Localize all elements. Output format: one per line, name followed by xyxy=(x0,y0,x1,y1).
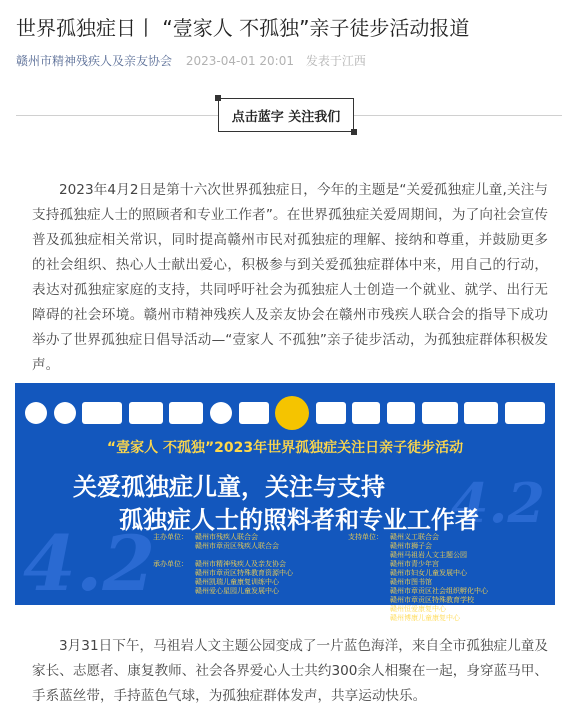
date-number-left: 4.2 xyxy=(23,519,156,608)
host-item: 赣州市残疾人联合会 xyxy=(195,533,258,541)
support-item: 赣州市图书馆 xyxy=(390,578,432,586)
support-item: 赣州市章贡区特殊教育学校 xyxy=(390,596,474,604)
organizer-label: 承办单位： xyxy=(153,560,188,568)
follow-banner xyxy=(0,96,578,136)
follow-us-button[interactable]: 点击蓝字 关注我们 xyxy=(218,98,354,132)
banner-subtitle: “壹家人 不孤独”2023年世界孤独症关注日亲子徒步活动 xyxy=(106,440,464,456)
publish-time: 2023-04-01 20:01 xyxy=(185,54,294,68)
sponsor-logo-icon xyxy=(422,402,458,424)
sponsor-logo-icon xyxy=(316,402,346,424)
sponsor-logo-icon xyxy=(82,402,122,424)
divider-right xyxy=(354,115,562,116)
sponsor-logo-icon xyxy=(387,402,415,424)
paragraph-2-text: 3月31日下午，马祖岩人文主题公园变成了一片蓝色海洋，来自全市孤独症儿童及家长、志愿者、康复教师、社会各界爱心人士共约300余人相聚在一起，身穿蓝马甲、手系蓝丝带，手持蓝色气球，为孤独症群体发声，共享运动快乐。 xyxy=(32,638,548,704)
support-item: 赣州市章贡区社会组织孵化中心 xyxy=(390,587,488,595)
account-name-link[interactable]: 赣州市精神残疾人及亲友协会 xyxy=(16,54,173,68)
sponsor-logo-icon xyxy=(54,402,76,424)
article-title: 世界孤独症日丨 “壹家人 不孤独”亲子徒步活动报道 xyxy=(16,16,470,40)
host-label: 主办单位： xyxy=(153,533,188,541)
support-item: 赣州博康儿童康复中心 xyxy=(390,614,460,622)
support-item: 赣州市妇女儿童发展中心 xyxy=(390,569,467,577)
organizer-item: 赣州凯瑞儿童康复训练中心 xyxy=(195,578,279,586)
support-item: 赣州市青少年宫 xyxy=(390,560,439,568)
sponsor-logos xyxy=(25,397,545,429)
sponsor-logo-icon xyxy=(505,402,545,424)
paragraph-1-text: 2023年4月2日是第十六次世界孤独症日，今年的主题是“关爱孤独症儿童,关注与支持孤独症人士的照顾者和专业工作者”。在世界孤独症关爱周期间，为了向社会宣传普及孤独症相关常识，同时提高赣州市民对孤独症的理解、接纳和尊重，并鼓励更多的社会组织、热心人士献出爱心，积极参与到关爱孤独症群体中来，用自己的行动，表达对孤独症家庭的支持，共同呼吁社会为孤独症人士创造一个就业、就学、出行无障碍的社会环境。赣州市精神残疾人及亲友协会在赣州市残疾人联合会的指导下成功举办了世界孤独症日倡导活动—“壹家人 不孤独”亲子徒步活动，为孤独症群体积极发声。 xyxy=(32,182,548,373)
sponsor-logo-icon xyxy=(210,402,232,424)
body-paragraph-2 xyxy=(32,634,548,709)
sponsor-logo-icon xyxy=(239,402,269,424)
publish-location: 发表于江西 xyxy=(305,54,366,68)
banner-supporters xyxy=(348,533,488,623)
host-item: 赣州市章贡区残疾人联合会 xyxy=(195,542,279,550)
support-label: 支持单位： xyxy=(348,533,383,541)
date-number-right: 4.2 xyxy=(451,471,545,535)
event-banner-image[interactable] xyxy=(15,383,555,622)
banner-headline-2: 孤独症人士的照料者和专业工作者 xyxy=(119,506,479,534)
sponsor-logo-icon xyxy=(25,402,47,424)
banner-organizers xyxy=(153,533,293,596)
support-item: 赣州义工联合会 xyxy=(390,533,439,541)
sponsor-logo-icon xyxy=(464,402,498,424)
sponsor-logo-icon xyxy=(352,402,380,424)
organizer-item: 赣州市精神残疾人及亲友协会 xyxy=(195,560,286,568)
article-meta xyxy=(16,52,366,69)
body-paragraph-1 xyxy=(32,178,548,378)
support-item: 赣州市狮子会 xyxy=(390,542,432,550)
support-item: 赣州马祖岩人文主题公园 xyxy=(390,551,467,559)
sponsor-logo-icon xyxy=(169,402,203,424)
banner-headline-1: 关爱孤独症儿童，关注与支持 xyxy=(73,473,385,501)
organizer-item: 赣州爱心星园儿童发展中心 xyxy=(195,587,279,595)
organizer-item: 赣州市章贡区特殊教育资源中心 xyxy=(195,569,293,577)
divider-left xyxy=(16,115,218,116)
support-item: 赣州恒爱康复中心 xyxy=(390,605,446,613)
disability-federation-logo-icon xyxy=(275,396,309,430)
sponsor-logo-icon xyxy=(129,402,163,424)
